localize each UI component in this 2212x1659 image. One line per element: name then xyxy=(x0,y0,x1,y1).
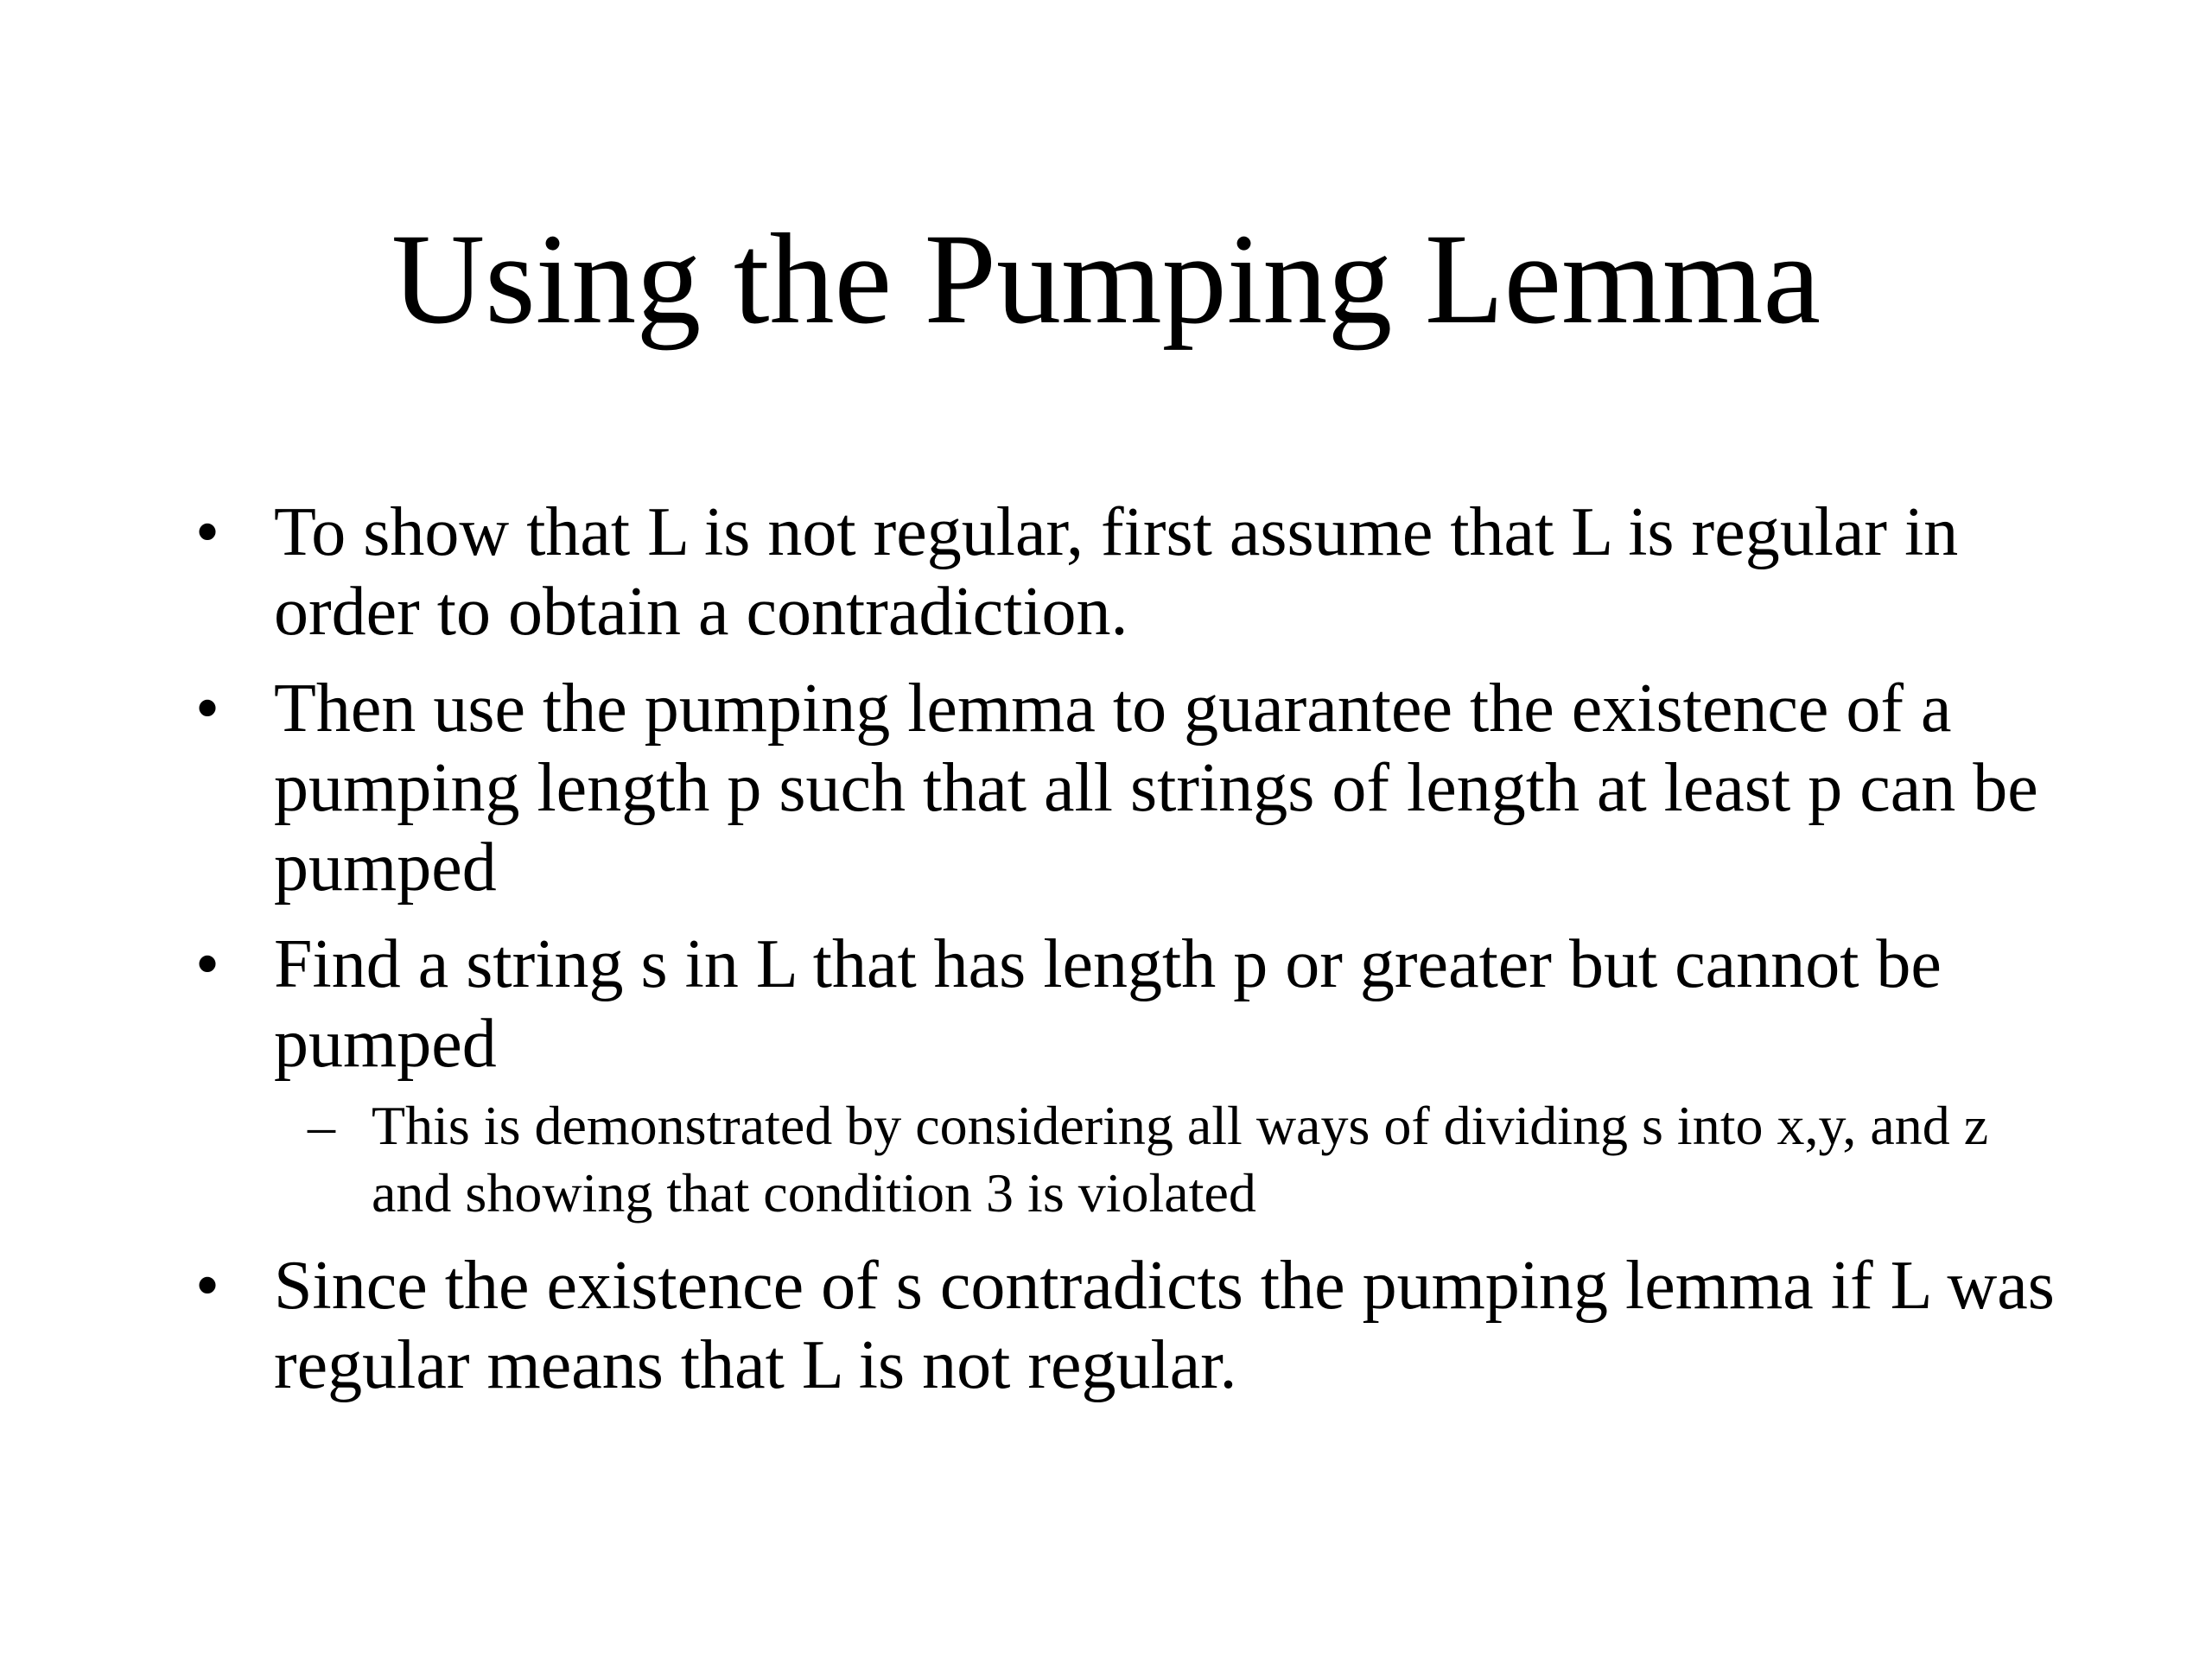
slide-title: Using the Pumping Lemma xyxy=(391,207,1821,351)
bullet-item xyxy=(181,493,2065,652)
dash-icon: – xyxy=(308,1095,335,1156)
bullet-item xyxy=(181,925,2065,1227)
bullet-text: Then use the pumping lemma to guarantee the existence of a pumping length p such that all strings of length at least p can be pumped xyxy=(274,671,2038,906)
bullet-text: To show that L is not regular, first assume that L is regular in order to obtain a contradiction. xyxy=(274,494,1959,650)
bullet-icon: • xyxy=(194,671,219,747)
bullet-text: Find a string s in L that has length p or greater but cannot be pumped xyxy=(274,926,1942,1082)
sub-bullet-item xyxy=(274,1092,2065,1227)
bullet-icon: • xyxy=(194,926,219,1002)
bullet-icon: • xyxy=(194,1248,219,1324)
bullet-item xyxy=(181,669,2065,907)
sub-bullet-text: This is demonstrated by considering all ways of dividing s into x,y, and z and showing that condition 3 is violated xyxy=(372,1095,1989,1224)
bullet-icon: • xyxy=(194,494,219,570)
bullet-text: Since the existence of s contradicts the pumping lemma if L was regular means that L is not regular. xyxy=(274,1248,2055,1403)
bullet-item xyxy=(181,1246,2065,1405)
sub-bullet-list xyxy=(274,1092,2065,1227)
bullet-list xyxy=(181,493,2065,1422)
